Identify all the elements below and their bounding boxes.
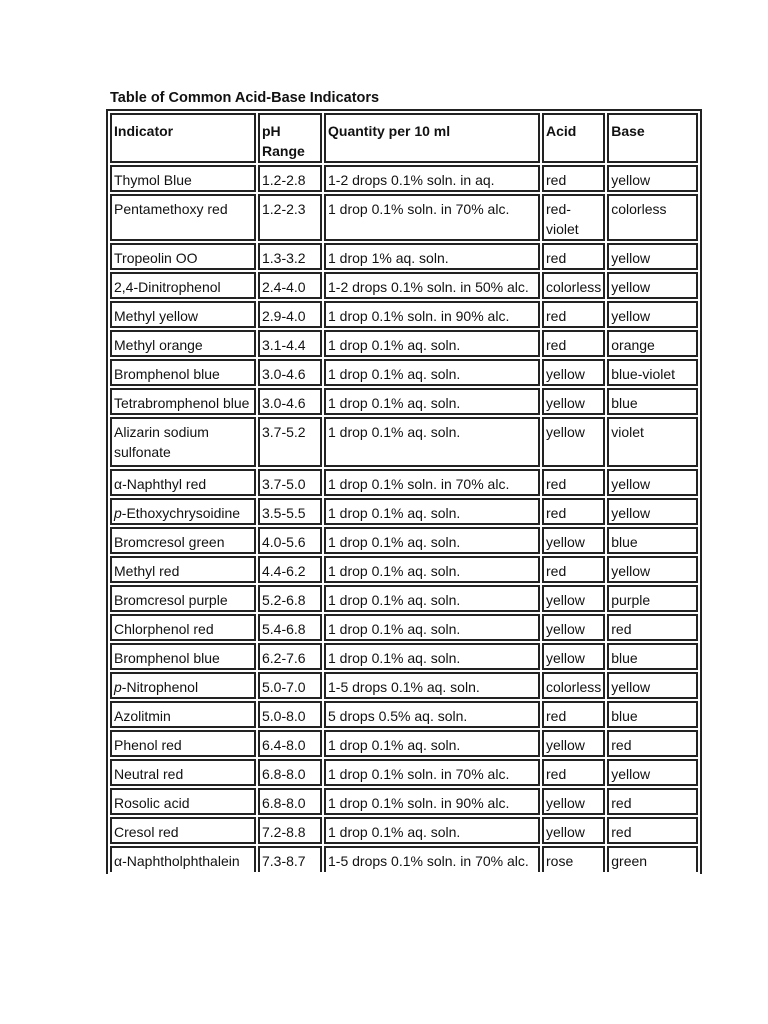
indicator-name: Tropeolin OO	[114, 250, 198, 266]
cell-ph-range: 4.0-5.6	[258, 527, 322, 554]
cell-indicator	[110, 701, 256, 728]
cell-base: blue	[607, 388, 698, 415]
cell-base: blue	[607, 701, 698, 728]
cell-ph-range: 3.7-5.0	[258, 469, 322, 496]
cell-quantity: 1 drop 0.1% soln. in 70% alc.	[324, 469, 540, 496]
table-row	[110, 417, 698, 467]
cell-base: blue	[607, 527, 698, 554]
cell-indicator	[110, 165, 256, 192]
cell-quantity: 1-2 drops 0.1% soln. in 50% alc.	[324, 272, 540, 299]
cell-ph-range: 4.4-6.2	[258, 556, 322, 583]
indicator-name: Methyl red	[114, 563, 180, 579]
cell-ph-range: 1.2-2.3	[258, 194, 322, 241]
table-row	[110, 194, 698, 241]
indicator-name: Phenol red	[114, 737, 182, 753]
cell-quantity: 1-2 drops 0.1% soln. in aq.	[324, 165, 540, 192]
cell-ph-range: 2.9-4.0	[258, 301, 322, 328]
indicator-name: -Nitrophenol	[121, 679, 199, 695]
cell-acid: colorless	[542, 672, 605, 699]
indicator-name: Tetrabromphenol blue	[114, 395, 250, 411]
cell-acid: red	[542, 701, 605, 728]
cell-acid: red	[542, 469, 605, 496]
cell-base: yellow	[607, 243, 698, 270]
cell-quantity: 1 drop 0.1% soln. in 90% alc.	[324, 301, 540, 328]
cell-indicator	[110, 330, 256, 357]
header-base: Base	[607, 113, 698, 163]
cell-indicator	[110, 614, 256, 641]
table-row	[110, 672, 698, 699]
table-row	[110, 614, 698, 641]
cell-acid: rose	[542, 846, 605, 872]
table-row	[110, 701, 698, 728]
table-row	[110, 301, 698, 328]
cell-acid: red	[542, 330, 605, 357]
cell-base: yellow	[607, 759, 698, 786]
table-row	[110, 759, 698, 786]
cell-quantity: 1 drop 0.1% soln. in 90% alc.	[324, 788, 540, 815]
cell-quantity: 1 drop 0.1% aq. soln.	[324, 498, 540, 525]
cell-ph-range: 6.4-8.0	[258, 730, 322, 757]
cell-acid: yellow	[542, 388, 605, 415]
cell-ph-range: 3.5-5.5	[258, 498, 322, 525]
cell-base: yellow	[607, 672, 698, 699]
cell-ph-range: 6.8-8.0	[258, 788, 322, 815]
cell-indicator	[110, 359, 256, 386]
indicator-name: Chlorphenol red	[114, 621, 214, 637]
indicator-name: Methyl yellow	[114, 308, 199, 324]
cell-quantity: 1 drop 0.1% aq. soln.	[324, 730, 540, 757]
table-title: Table of Common Acid-Base Indicators	[110, 90, 380, 106]
cell-ph-range: 5.0-8.0	[258, 701, 322, 728]
cell-quantity: 1 drop 0.1% aq. soln.	[324, 643, 540, 670]
table-row	[110, 330, 698, 357]
cell-base: blue-violet	[607, 359, 698, 386]
cell-quantity: 1 drop 0.1% aq. soln.	[324, 817, 540, 844]
table-row	[110, 359, 698, 386]
cell-indicator	[110, 643, 256, 670]
table-row	[110, 165, 698, 192]
cell-acid: yellow	[542, 585, 605, 612]
table-row	[110, 243, 698, 270]
indicator-name: -Ethoxychrysoidine	[121, 505, 241, 521]
indicator-name: Bromphenol blue	[114, 650, 220, 666]
table-row	[110, 788, 698, 815]
cell-indicator	[110, 272, 256, 299]
cell-acid: red	[542, 301, 605, 328]
cell-base: red	[607, 817, 698, 844]
indicator-prefix: α	[114, 853, 123, 869]
indicator-name: 2,4-Dinitrophenol	[114, 279, 221, 295]
indicator-table-body	[110, 113, 698, 872]
cell-indicator	[110, 585, 256, 612]
cell-ph-range: 6.8-8.0	[258, 759, 322, 786]
cell-ph-range: 5.0-7.0	[258, 672, 322, 699]
cell-quantity: 1 drop 0.1% soln. in 70% alc.	[324, 759, 540, 786]
cell-ph-range: 5.2-6.8	[258, 585, 322, 612]
cell-quantity: 1-5 drops 0.1% soln. in 70% alc.	[324, 846, 540, 872]
cell-base: green	[607, 846, 698, 872]
cell-indicator	[110, 194, 256, 241]
cell-ph-range: 1.2-2.8	[258, 165, 322, 192]
cell-acid: yellow	[542, 527, 605, 554]
table-row	[110, 527, 698, 554]
cell-base: yellow	[607, 498, 698, 525]
table-row	[110, 643, 698, 670]
cell-indicator	[110, 759, 256, 786]
cell-quantity: 1 drop 0.1% aq. soln.	[324, 359, 540, 386]
cell-base: yellow	[607, 556, 698, 583]
cell-acid: yellow	[542, 359, 605, 386]
cell-base: blue	[607, 643, 698, 670]
indicator-name: Pentamethoxy red	[114, 201, 228, 217]
cell-base: red	[607, 788, 698, 815]
cell-indicator	[110, 469, 256, 496]
indicator-name: Cresol red	[114, 824, 179, 840]
indicator-name: Bromcresol green	[114, 534, 225, 550]
cell-quantity: 1 drop 0.1% aq. soln.	[324, 527, 540, 554]
cell-ph-range: 6.2-7.6	[258, 643, 322, 670]
cell-acid: red	[542, 556, 605, 583]
cell-ph-range: 7.2-8.8	[258, 817, 322, 844]
indicator-name: Bromcresol purple	[114, 592, 228, 608]
cell-base: yellow	[607, 469, 698, 496]
cell-quantity: 1 drop 0.1% aq. soln.	[324, 556, 540, 583]
cell-base: orange	[607, 330, 698, 357]
cell-acid: red	[542, 759, 605, 786]
cell-base: violet	[607, 417, 698, 467]
cell-acid: yellow	[542, 730, 605, 757]
cell-quantity: 1-5 drops 0.1% aq. soln.	[324, 672, 540, 699]
cell-indicator	[110, 498, 256, 525]
cell-base: yellow	[607, 165, 698, 192]
indicator-prefix: p	[114, 679, 122, 695]
cell-base: purple	[607, 585, 698, 612]
cell-base: red	[607, 614, 698, 641]
cell-indicator	[110, 243, 256, 270]
cell-indicator	[110, 817, 256, 844]
indicator-name: -Naphtholphthalein	[122, 853, 240, 869]
cell-base: yellow	[607, 272, 698, 299]
cell-indicator	[110, 527, 256, 554]
cell-indicator	[110, 672, 256, 699]
cell-acid: colorless	[542, 272, 605, 299]
cell-acid: yellow	[542, 417, 605, 467]
indicator-table-container	[106, 109, 702, 874]
indicator-name: Bromphenol blue	[114, 366, 220, 382]
cell-acid: yellow	[542, 643, 605, 670]
cell-acid: red	[542, 243, 605, 270]
cell-indicator	[110, 846, 256, 872]
indicator-name: Thymol Blue	[114, 172, 192, 188]
header-row	[110, 113, 698, 163]
indicator-prefix: p	[114, 505, 122, 521]
cell-quantity: 1 drop 1% aq. soln.	[324, 243, 540, 270]
cell-quantity: 1 drop 0.1% soln. in 70% alc.	[324, 194, 540, 241]
cell-ph-range: 3.0-4.6	[258, 388, 322, 415]
cell-ph-range: 5.4-6.8	[258, 614, 322, 641]
cell-acid: red-violet	[542, 194, 605, 241]
cell-base: red	[607, 730, 698, 757]
header-acid: Acid	[542, 113, 605, 163]
cell-ph-range: 3.0-4.6	[258, 359, 322, 386]
cell-ph-range: 3.7-5.2	[258, 417, 322, 467]
cell-acid: red	[542, 498, 605, 525]
cell-ph-range: 1.3-3.2	[258, 243, 322, 270]
cell-acid: yellow	[542, 614, 605, 641]
header-indicator: Indicator	[110, 113, 256, 163]
cell-base: colorless	[607, 194, 698, 241]
cell-quantity: 1 drop 0.1% aq. soln.	[324, 330, 540, 357]
cell-indicator	[110, 788, 256, 815]
table-row	[110, 846, 698, 872]
cell-indicator	[110, 556, 256, 583]
indicator-name: Rosolic acid	[114, 795, 190, 811]
table-row	[110, 272, 698, 299]
cell-acid: red	[542, 165, 605, 192]
cell-ph-range: 7.3-8.7	[258, 846, 322, 872]
indicator-name: -Naphthyl red	[122, 476, 207, 492]
indicator-prefix: α	[114, 476, 123, 492]
table-row	[110, 469, 698, 496]
cell-quantity: 1 drop 0.1% aq. soln.	[324, 614, 540, 641]
indicator-name: Alizarin sodium sulfonate	[114, 424, 209, 460]
indicator-table	[106, 109, 702, 874]
table-row	[110, 498, 698, 525]
cell-indicator	[110, 301, 256, 328]
cell-indicator	[110, 730, 256, 757]
cell-acid: yellow	[542, 788, 605, 815]
table-row	[110, 556, 698, 583]
table-row	[110, 585, 698, 612]
header-quantity: Quantity per 10 ml	[324, 113, 540, 163]
cell-indicator	[110, 388, 256, 415]
cell-base: yellow	[607, 301, 698, 328]
indicator-name: Azolitmin	[114, 708, 171, 724]
cell-quantity: 1 drop 0.1% aq. soln.	[324, 388, 540, 415]
cell-quantity: 1 drop 0.1% aq. soln.	[324, 417, 540, 467]
table-row	[110, 730, 698, 757]
cell-ph-range: 2.4-4.0	[258, 272, 322, 299]
table-row	[110, 817, 698, 844]
cell-ph-range: 3.1-4.4	[258, 330, 322, 357]
indicator-name: Methyl orange	[114, 337, 203, 353]
cell-quantity: 1 drop 0.1% aq. soln.	[324, 585, 540, 612]
cell-acid: yellow	[542, 817, 605, 844]
indicator-name: Neutral red	[114, 766, 184, 782]
table-row	[110, 388, 698, 415]
cell-quantity: 5 drops 0.5% aq. soln.	[324, 701, 540, 728]
header-ph-range: pH Range	[258, 113, 322, 163]
cell-indicator	[110, 417, 256, 467]
